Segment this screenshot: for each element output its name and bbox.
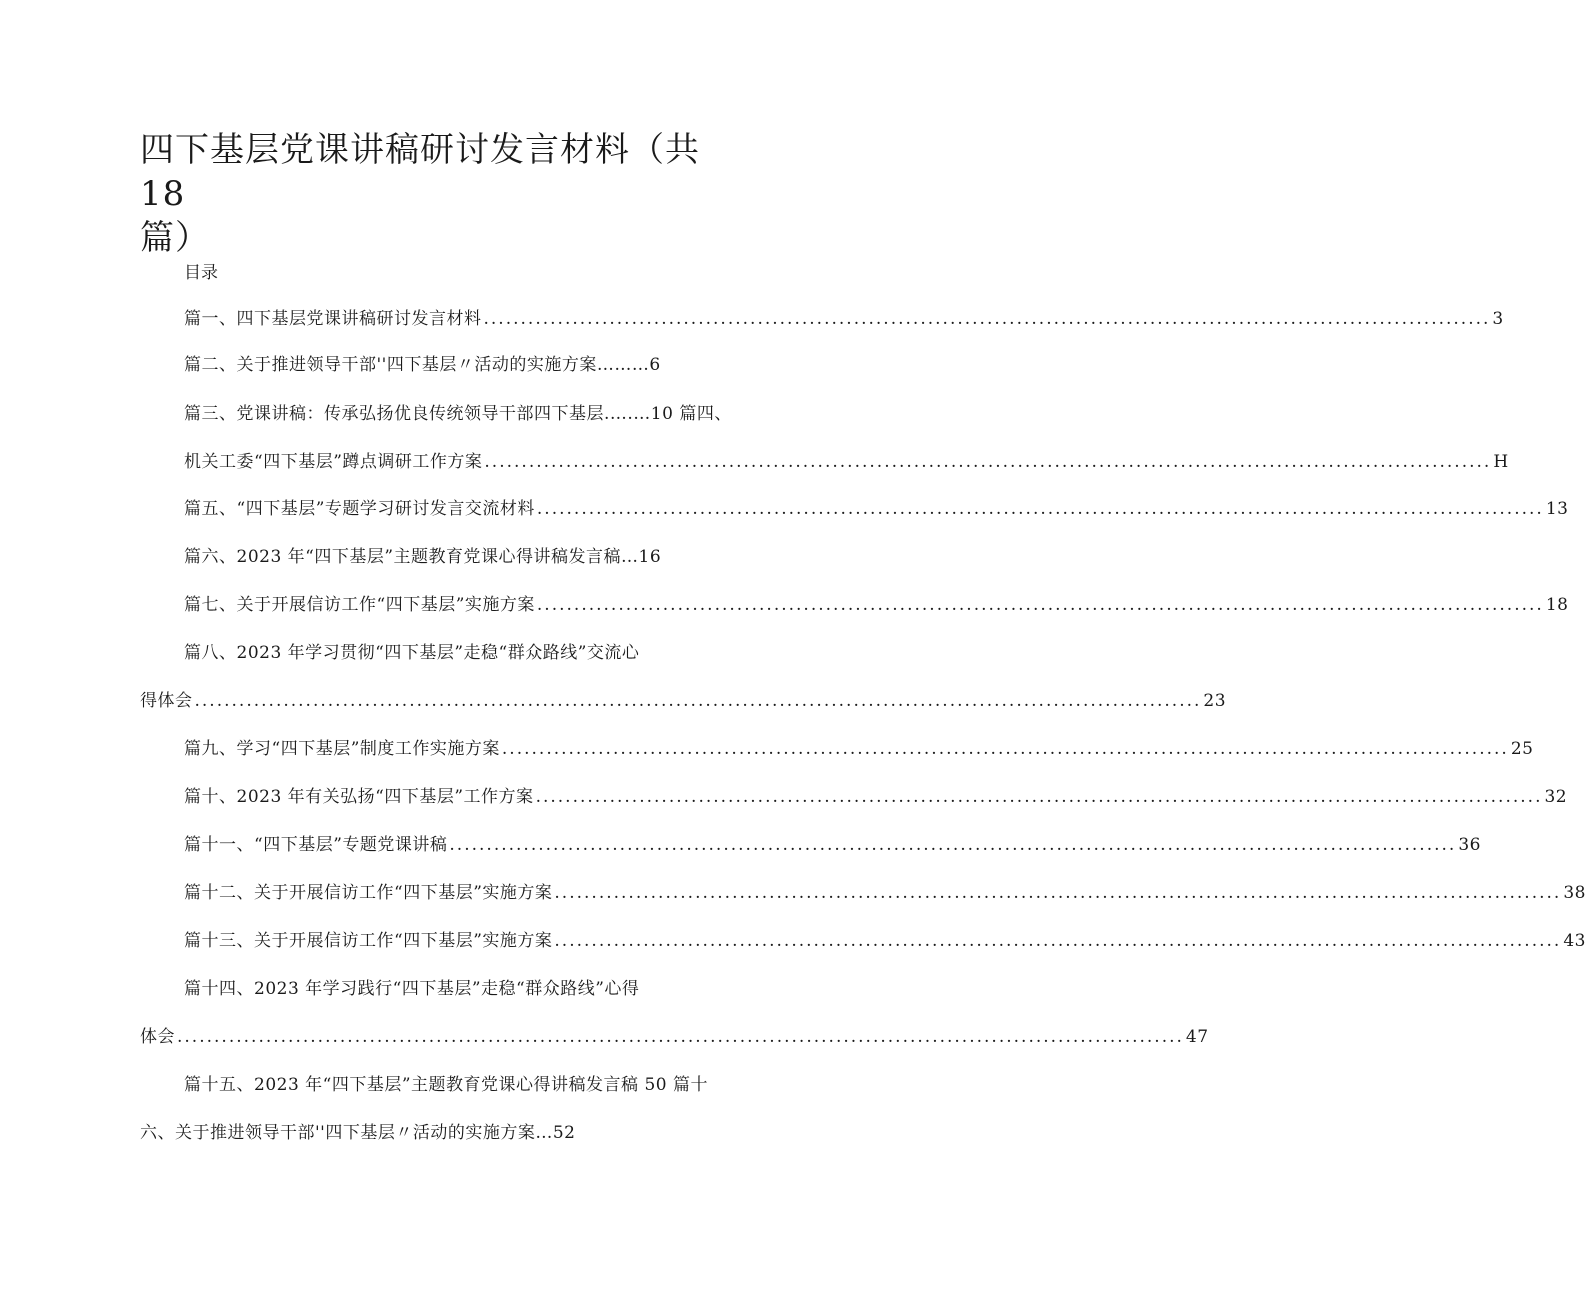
document-title (140, 128, 740, 260)
dot-leader: ........................................................................................................................................ (484, 452, 1492, 472)
toc-entry[interactable] (184, 496, 1569, 522)
dot-leader: ........................................................................................................................................ (501, 739, 1509, 759)
title-line-1: 四下基层党课讲稿研讨发言材料（共 18 (140, 130, 700, 214)
toc-entry-page: 3 (1492, 309, 1504, 329)
toc-entry-page: H (1493, 452, 1509, 472)
toc-entry-page: 47 (1185, 1027, 1209, 1047)
dot-leader: ........................................................................................................................................ (536, 595, 1544, 615)
toc-entry[interactable] (184, 784, 1568, 810)
toc-entry-title: 篇十三、关于开展信访工作“四下基层”实施方案 (184, 931, 553, 951)
toc-entry-page: 25 (1510, 739, 1534, 759)
dot-leader: ........................................................................................................................................ (535, 787, 1543, 807)
toc-entry-line[interactable]: 篇十四、2023 年学习践行“四下基层”走稳“群众路线”心得 (184, 979, 640, 999)
toc-entry-line[interactable]: 篇八、2023 年学习贯彻“四下基层”走稳“群众路线”交流心 (184, 643, 640, 663)
toc-entry-title: 篇一、四下基层党课讲稿研讨发言材料 (184, 309, 482, 329)
toc-entry-line[interactable]: 六、关于推进领导干部''四下基层〃活动的实施方案…52 (140, 1123, 576, 1143)
toc-entry-page: 32 (1544, 787, 1568, 807)
toc-entry-title: 篇九、学习“四下基层”制度工作实施方案 (184, 739, 500, 759)
toc-entry-line[interactable]: 篇二、关于推进领导干部''四下基层〃活动的实施方案………6 (184, 355, 661, 375)
dot-leader: ........................................................................................................................................ (194, 691, 1202, 711)
toc-entry[interactable] (184, 880, 1586, 906)
toc-entry-page: 13 (1545, 499, 1569, 519)
toc-heading: 目录 (184, 263, 218, 283)
dot-leader: ........................................................................................................................................ (554, 931, 1562, 951)
toc-entry[interactable] (184, 736, 1534, 762)
toc-entry-title: 机关工委“四下基层”蹲点调研工作方案 (184, 452, 483, 472)
toc-entry-title: 篇五、“四下基层”专题学习研讨发言交流材料 (184, 499, 535, 519)
title-line-2: 篇） (140, 218, 210, 258)
toc-entry-page: 43 (1563, 931, 1586, 951)
dot-leader: ........................................................................................................................................ (177, 1027, 1184, 1047)
toc-entry[interactable] (184, 592, 1569, 618)
toc-entry-page: 23 (1203, 691, 1227, 711)
toc-entry[interactable] (184, 928, 1586, 954)
toc-entry-page: 36 (1458, 835, 1481, 855)
toc-entry[interactable] (140, 1024, 1209, 1050)
dot-leader: ........................................................................................................................................ (554, 883, 1562, 903)
toc-entry-title: 篇十、2023 年有关弘扬“四下基层”工作方案 (184, 787, 534, 807)
dot-leader: ........................................................................................................................................ (483, 309, 1491, 329)
toc-entry[interactable] (184, 449, 1509, 475)
toc-entry-line[interactable]: 篇六、2023 年“四下基层”主题教育党课心得讲稿发言稿…16 (184, 547, 662, 567)
toc-entry-title: 篇十二、关于开展信访工作“四下基层”实施方案 (184, 883, 553, 903)
toc-entry[interactable] (184, 832, 1481, 858)
toc-entry-line[interactable]: 篇十五、2023 年“四下基层”主题教育党课心得讲稿发言稿 50 篇十 (184, 1075, 708, 1095)
toc-entry-title: 得体会 (140, 691, 193, 711)
toc-entry-title: 篇十一、“四下基层”专题党课讲稿 (184, 835, 448, 855)
dot-leader: ........................................................................................................................................ (536, 499, 1544, 519)
dot-leader: ........................................................................................................................................ (449, 835, 1457, 855)
toc-entry-page: 38 (1563, 883, 1586, 903)
toc-entry-title: 体会 (140, 1027, 175, 1047)
toc-entry-line[interactable]: 篇三、党课讲稿：传承弘扬优良传统领导干部四下基层.….…10 篇四、 (184, 404, 732, 424)
toc-entry-title: 篇七、关于开展信访工作“四下基层”实施方案 (184, 595, 535, 615)
toc-entry-page: 18 (1545, 595, 1569, 615)
toc-entry[interactable] (140, 688, 1227, 714)
toc-entry[interactable] (184, 306, 1504, 332)
